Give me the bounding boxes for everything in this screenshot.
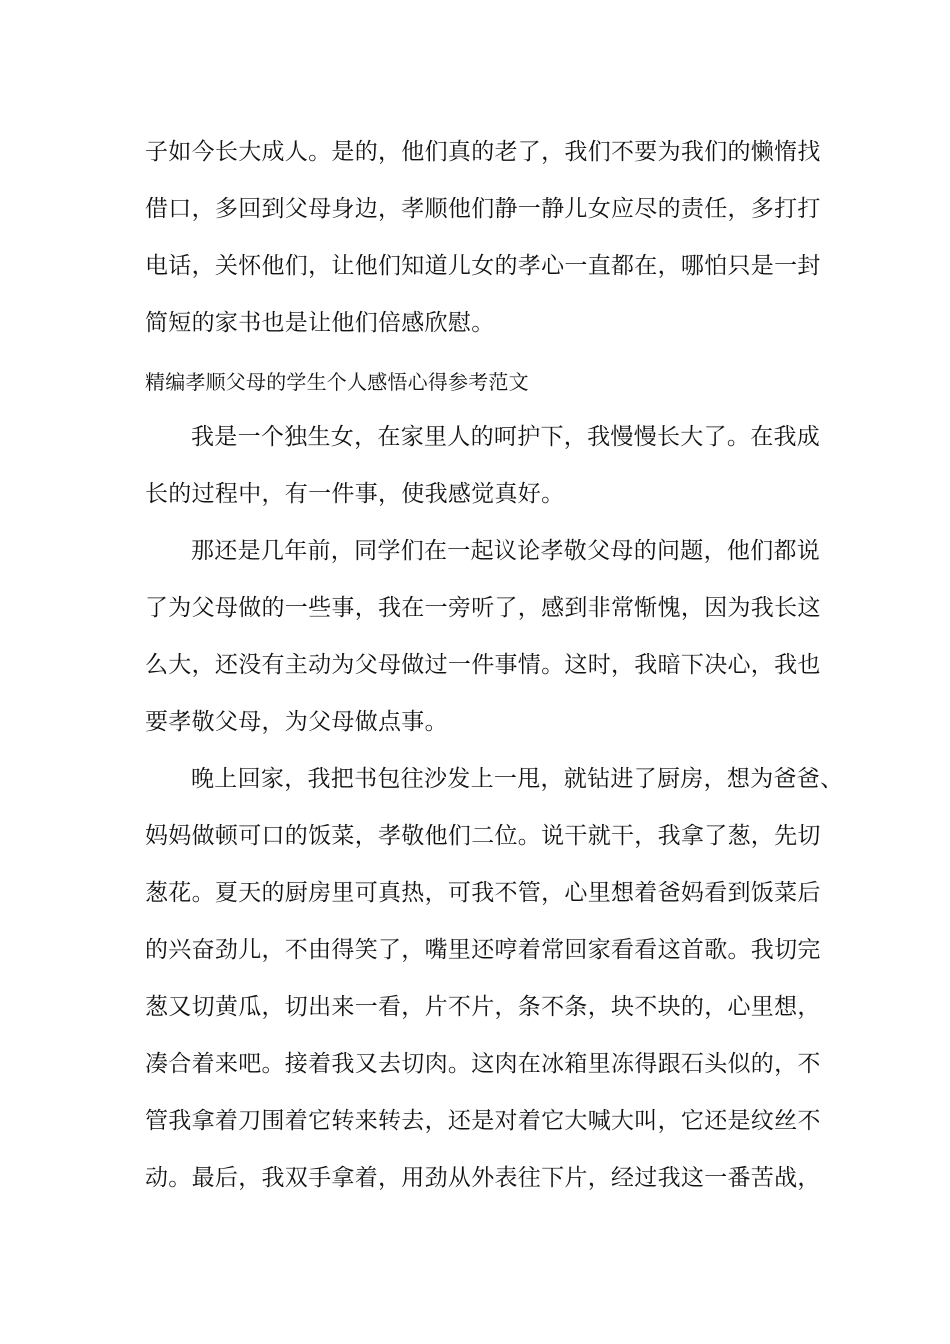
paragraph-first-line: 晚上回家，我把书包往沙发上一甩，就钻进了厨房，想为爸爸、 [191,766,844,792]
text-line: 管我拿着刀围着它转来转去，还是对着它大喊大叫，它还是纹丝不 [145,1108,821,1134]
text-line: 葱又切黄瓜，切出来一看，片不片，条不条，块不块的，心里想， [145,994,821,1020]
paragraph-first-line: 那还是几年前，同学们在一起议论孝敬父母的问题，他们都说 [191,538,821,564]
text-line: 妈妈做顿可口的饭菜，孝敬他们二位。说干就干，我拿了葱，先切 [145,823,821,849]
text-line: 子如今长大成人。是的，他们真的老了，我们不要为我们的懒惰找 [145,139,821,165]
text-line: 么大，还没有主动为父母做过一件事情。这时，我暗下决心，我也 [145,652,821,678]
text-line: 要孝敬父母，为父母做点事。 [145,709,448,735]
text-line: 简短的家书也是让他们倍感欣慰。 [145,310,495,336]
text-line: 动。最后，我双手拿着，用劲从外表往下片，经过我这一番苦战， [145,1165,821,1191]
text-line: 的兴奋劲儿，不由得笑了，嘴里还哼着常回家看看这首歌。我切完 [145,937,821,963]
text-line: 葱花。夏天的厨房里可真热，可我不管，心里想着爸妈看到饭菜后 [145,880,821,906]
text-line: 凑合着来吧。接着我又去切肉。这肉在冰箱里冻得跟石头似的，不 [145,1051,821,1077]
paragraph-first-line: 我是一个独生女，在家里人的呵护下，我慢慢长大了。在我成 [191,424,821,450]
text-line: 电话，关怀他们，让他们知道儿女的孝心一直都在，哪怕只是一封 [145,253,821,279]
section-heading: 精编孝顺父母的学生个人感悟心得参考范文 [145,370,529,394]
text-line: 长的过程中，有一件事，使我感觉真好。 [145,481,565,507]
text-line: 借口，多回到父母身边，孝顺他们静一静儿女应尽的责任，多打打 [145,196,821,222]
text-line: 了为父母做的一些事，我在一旁听了，感到非常惭愧，因为我长这 [145,595,821,621]
